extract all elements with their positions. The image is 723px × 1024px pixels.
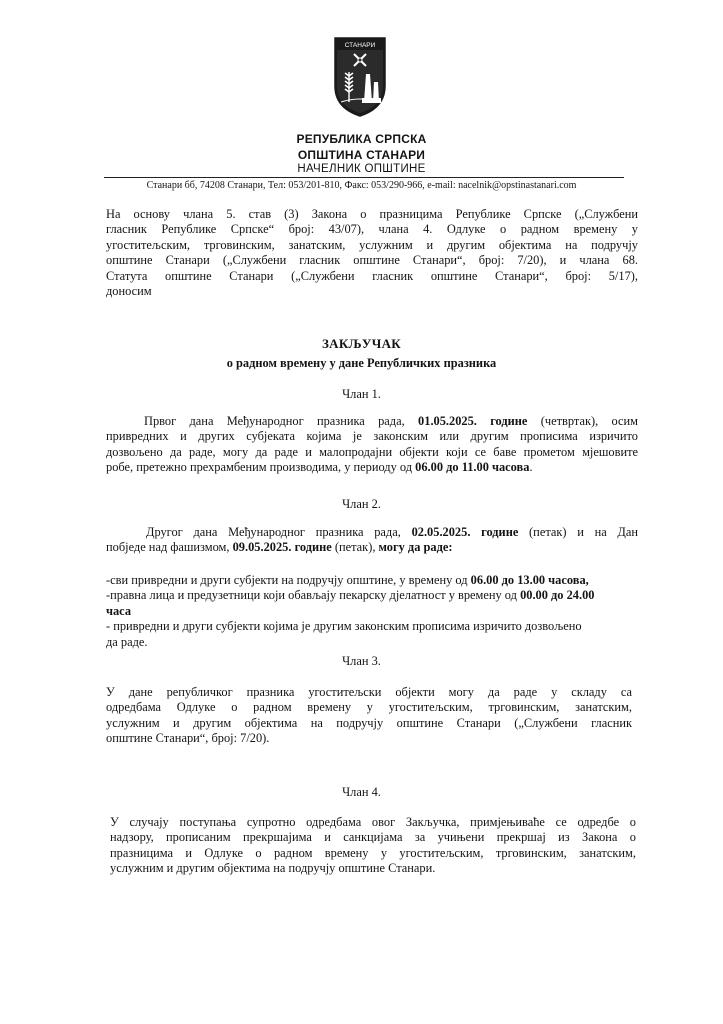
article-3-line: У дане републичког празника угоститељски објекти могу да раде у складу са — [106, 685, 632, 699]
list-item: - привредни и други субјекти којима је другим законским прописима изричито дозвољено — [106, 619, 582, 634]
article-1-line: дозвољено да раде, могу да раде и малопродајни објекти који се баве прометом мјешовите — [106, 444, 638, 459]
article-2-heading: Члан 2. — [342, 497, 381, 511]
article-4-line: услужним и другим објектима на подручју општине Станари. — [110, 861, 436, 876]
article-1-heading: Члан 1. — [342, 387, 381, 401]
list-item — [106, 573, 650, 588]
document-subtitle: о радном времену у дане Републичких празника — [226, 356, 497, 370]
text-run: Другог дана Међународног празника рада, — [146, 525, 412, 539]
text-run: -сви привредни и други субјекти на подручју општине, у времену од — [106, 573, 471, 587]
intro-line: На основу члана 5. став (3) Закона о празницима Републике Српске („Службени — [106, 207, 638, 221]
article-4-line: празницима и Одлуке о радном времену у угоститељским, трговинским, занатским, — [110, 845, 636, 860]
article-3-line: општине Станари“, број: 7/20). — [106, 731, 270, 746]
article-1-line — [106, 414, 638, 429]
text-run: (петак) и на Дан — [518, 525, 639, 539]
intro-line: општине Станари („Службени гласник општине Станари“, број: 7/20), и члана 68. — [106, 253, 638, 268]
intro-line: доносим — [106, 284, 152, 299]
hours-bold: часа — [106, 603, 132, 618]
article-3-text — [106, 685, 632, 747]
date-bold: 09.05.2025. године — [232, 540, 332, 555]
crest-label: СТАНАРИ — [344, 42, 376, 49]
header-address: Станари бб, 74208 Станари, Тел: 053/201-810, Факс: 053/290-966, e-mail: nacelnik@opstinastanari.com — [146, 180, 577, 191]
text-run: Првог дана Међународног празника рада, — [144, 414, 419, 428]
header-municipality: ОПШТИНА СТАНАРИ — [297, 148, 426, 162]
text-run: (петак), — [331, 540, 379, 555]
article-3-line: услужним и другим објектима на подручју општине Станари („Службени гласник — [106, 715, 632, 730]
hours-bold: 06.00 до 11.00 часова — [415, 460, 530, 475]
article-2-list — [106, 573, 650, 650]
article-3-heading: Члан 3. — [342, 654, 381, 668]
article-4-line: надзору, прописаним прекршајима и санкцијама за учињени прекршај из Закона о — [110, 830, 636, 845]
list-item — [106, 604, 650, 619]
intro-paragraph — [106, 207, 638, 299]
article-4-line: У случају поступања супротно одредбама овог Закључка, примјењиваће се одредбе о — [110, 815, 636, 829]
text-run: робе, претежно прехрамбеним производима, у периоду од — [106, 460, 416, 475]
text-run: побједе над фашизмом, — [106, 540, 233, 555]
article-4-heading: Члан 4. — [342, 785, 381, 799]
municipality-coat-of-arms — [333, 36, 387, 118]
document-title: ЗАКЉУЧАК — [321, 336, 401, 351]
intro-line: Статута општине Станари („Службени гласник општине Станари“, број: 5/17), — [106, 268, 638, 283]
date-bold: 01.05.2025. године — [418, 414, 528, 428]
article-3-line: одредбама Одлуке о радном времену у угоститељским, трговинским, занатским, — [106, 700, 632, 715]
article-2-text — [106, 525, 638, 556]
article-1-text — [106, 414, 638, 476]
list-item: да раде. — [106, 634, 148, 649]
text-run: -правна лица и предузетници који обављају пекарску дјелатност у времену од — [106, 588, 521, 603]
may-work-bold: могу да раде: — [378, 540, 453, 555]
article-1-line — [106, 460, 638, 475]
date-bold: 02.05.2025. године — [411, 525, 519, 539]
article-4-text — [110, 815, 636, 877]
intro-line: гласник Републике Српске“ број: 43/07), члана 4. Одлуке о радном времену у — [106, 222, 638, 237]
article-2-line — [106, 540, 638, 555]
list-item — [106, 588, 650, 603]
article-1-line: привредних и других субјеката којима је законским или другим прописима изричито — [106, 429, 638, 444]
hours-bold: 00.00 до 24.00 — [520, 588, 595, 603]
intro-line: угоститељским, трговинским, занатским, услужним и другим објектима на подручју — [106, 237, 638, 252]
hours-bold: 06.00 до 13.00 часова, — [470, 573, 589, 587]
header-office: НАЧЕЛНИК ОПШТИНЕ — [297, 163, 426, 175]
text-run: (четвртак), осим — [527, 414, 639, 428]
header-divider — [104, 177, 624, 178]
article-2-line — [106, 525, 638, 540]
text-run: . — [529, 460, 533, 475]
header-republic: РЕПУБЛИКА СРПСКА — [296, 132, 427, 146]
